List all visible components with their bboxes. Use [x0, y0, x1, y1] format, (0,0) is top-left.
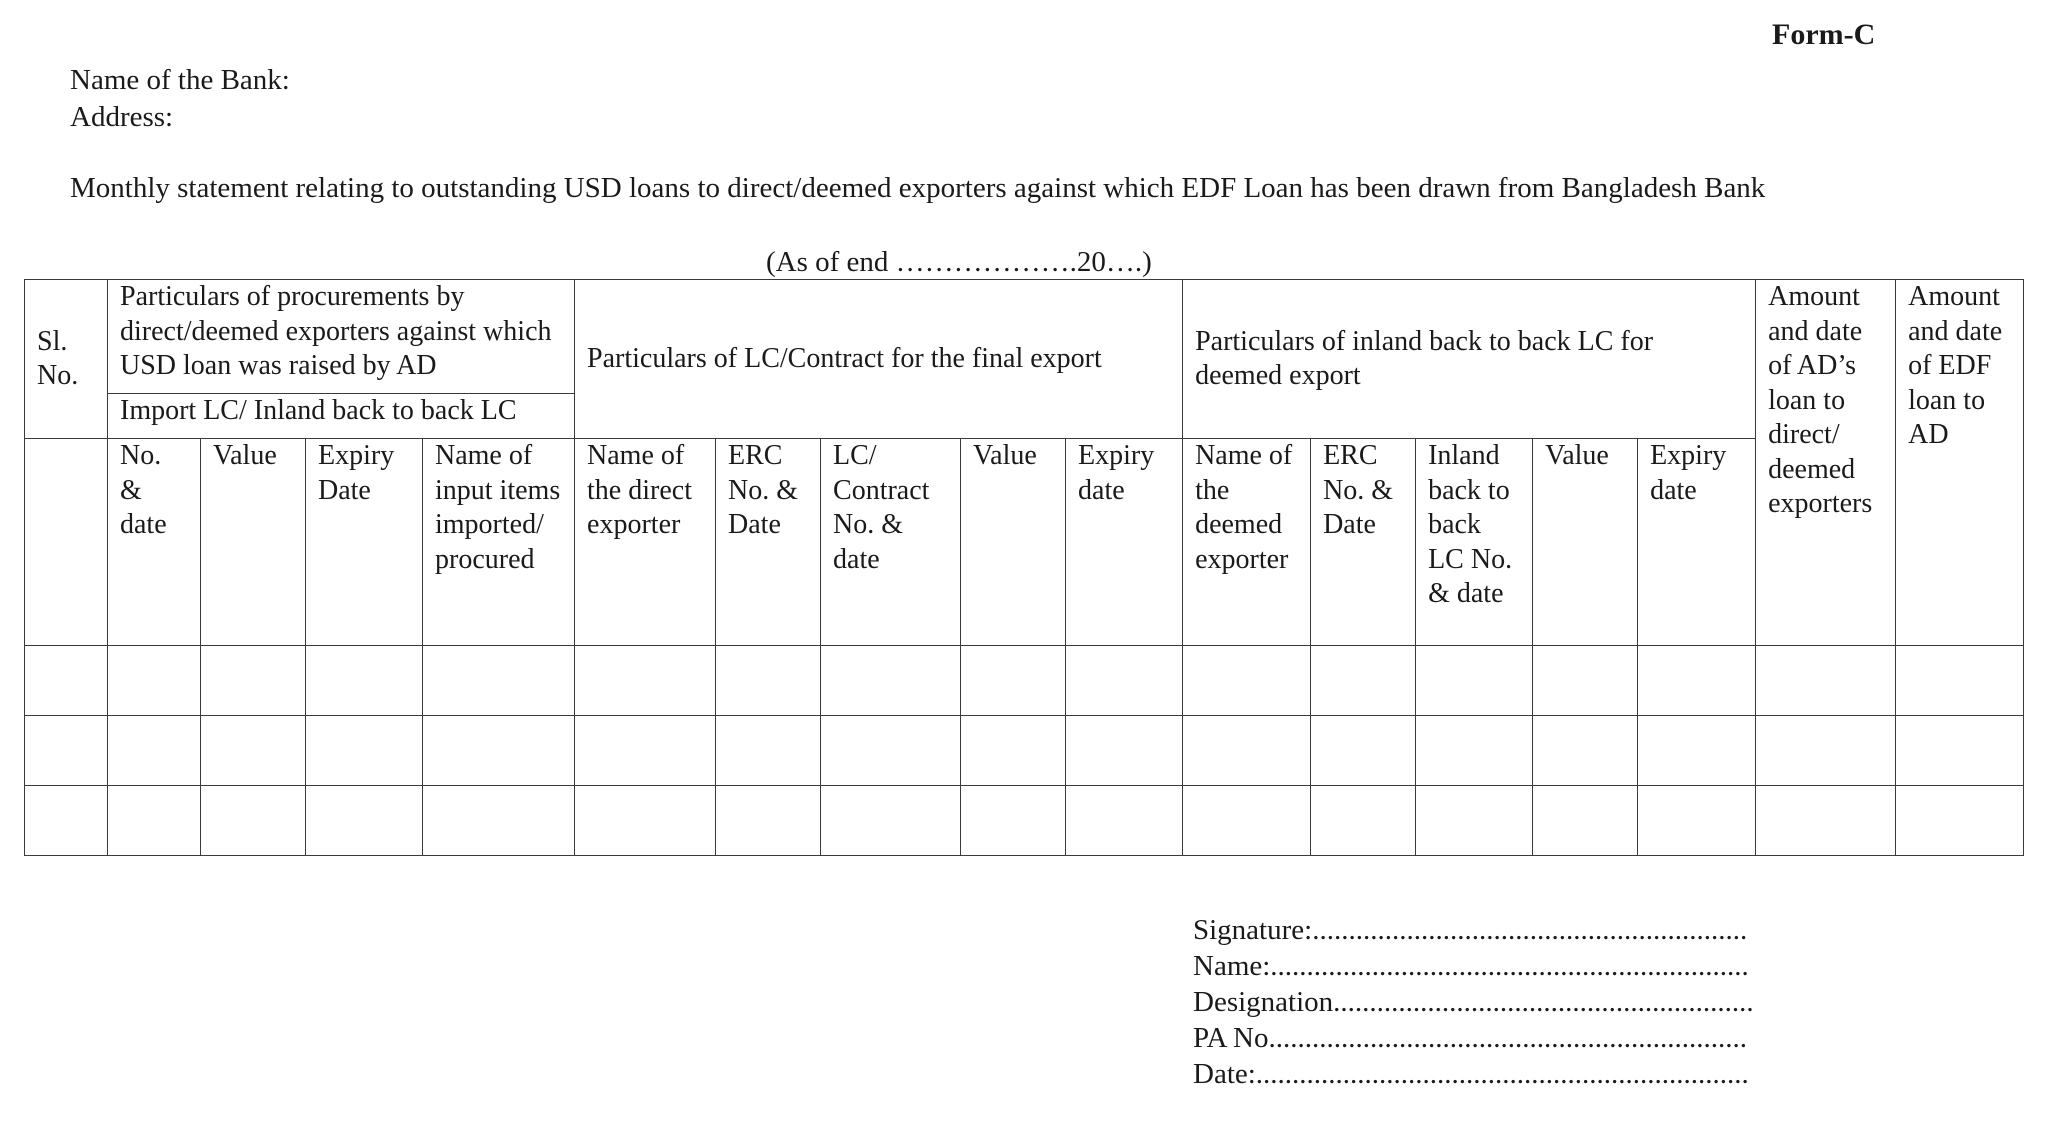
- pa-no-line: PA No..................................................................: [1193, 1022, 1748, 1054]
- table-cell[interactable]: [1311, 646, 1416, 716]
- date-line: Date:....................................................................: [1193, 1058, 1749, 1090]
- signature-line: Signature:............................................................: [1193, 914, 1748, 946]
- form-id: Form-C: [1772, 18, 1876, 51]
- table-cell[interactable]: [1311, 786, 1416, 856]
- table-cell[interactable]: [1638, 646, 1756, 716]
- table-cell[interactable]: [423, 716, 575, 786]
- table-cell[interactable]: [1638, 786, 1756, 856]
- header-value-3: Value: [1533, 439, 1638, 646]
- header-expiry-1: Expiry Date: [306, 439, 423, 646]
- table-cell[interactable]: [575, 716, 716, 786]
- header-sl-no: Sl. No.: [25, 280, 108, 439]
- table-cell[interactable]: [1756, 646, 1896, 716]
- table-cell[interactable]: [1183, 716, 1311, 786]
- header-erc-2: ERC No. & Date: [1311, 439, 1416, 646]
- header-amount-ad-loan: Amount and date of AD’s loan to direct/ deemed exporters: [1756, 280, 1896, 646]
- table-cell[interactable]: [1311, 716, 1416, 786]
- table-cell[interactable]: [961, 716, 1066, 786]
- header-blank-cell: [25, 439, 108, 646]
- header-expiry-3: Expiry date: [1638, 439, 1756, 646]
- table-cell[interactable]: [108, 646, 201, 716]
- header-deemed-exporter: Name of the deemed exporter: [1183, 439, 1311, 646]
- header-input-items: Name of input items imported/ procured: [423, 439, 575, 646]
- signature-block: [1193, 912, 1754, 1092]
- designation-line: Designation..........................................................: [1193, 986, 1754, 1018]
- table-cell[interactable]: [1416, 786, 1533, 856]
- table-cell[interactable]: [821, 646, 961, 716]
- table-cell[interactable]: [1416, 646, 1533, 716]
- table-row: [25, 646, 2024, 716]
- table-cell[interactable]: [1756, 786, 1896, 856]
- table-cell[interactable]: [201, 716, 306, 786]
- table-cell[interactable]: [821, 716, 961, 786]
- table-cell[interactable]: [575, 786, 716, 856]
- header-no-date: No. & date: [108, 439, 201, 646]
- table-cell[interactable]: [306, 786, 423, 856]
- table-cell[interactable]: [1533, 716, 1638, 786]
- header-import-lc: Import LC/ Inland back to back LC: [108, 394, 575, 439]
- table-cell[interactable]: [25, 786, 108, 856]
- header-inland-lc-group: Particulars of inland back to back LC for deemed export: [1183, 280, 1756, 439]
- table-cell[interactable]: [716, 716, 821, 786]
- header-erc-1: ERC No. & Date: [716, 439, 821, 646]
- bank-address-label: Address:: [70, 101, 174, 133]
- table-cell[interactable]: [1183, 646, 1311, 716]
- table-cell[interactable]: [108, 716, 201, 786]
- table-cell[interactable]: [201, 786, 306, 856]
- table-cell[interactable]: [306, 716, 423, 786]
- bank-details: [70, 62, 290, 136]
- table-cell[interactable]: [821, 786, 961, 856]
- header-value-1: Value: [201, 439, 306, 646]
- table-row: [25, 716, 2024, 786]
- table-cell[interactable]: [423, 646, 575, 716]
- bank-name-label: Name of the Bank:: [70, 64, 290, 96]
- table-cell[interactable]: [1416, 716, 1533, 786]
- header-amount-edf-loan: Amount and date of EDF loan to AD: [1896, 280, 2024, 646]
- table-cell[interactable]: [1756, 716, 1896, 786]
- header-inland-lc: Inland back to back LC No. & date: [1416, 439, 1533, 646]
- statement-table: [24, 279, 2024, 856]
- header-direct-exporter: Name of the direct exporter: [575, 439, 716, 646]
- table-cell[interactable]: [1533, 786, 1638, 856]
- header-procurement-group: Particulars of procurements by direct/deemed exporters against which USD loan was raised by AD: [108, 280, 575, 394]
- table-cell[interactable]: [25, 646, 108, 716]
- table-row: [25, 786, 2024, 856]
- table-cell[interactable]: [961, 646, 1066, 716]
- table-cell[interactable]: [716, 786, 821, 856]
- table-cell[interactable]: [1533, 646, 1638, 716]
- table-cell[interactable]: [201, 646, 306, 716]
- table-cell[interactable]: [1066, 646, 1183, 716]
- statement-title: Monthly statement relating to outstanding USD loans to direct/deemed exporters against which EDF Loan has been drawn from Bangladesh Bank: [70, 172, 1766, 204]
- table-cell[interactable]: [306, 646, 423, 716]
- table-cell[interactable]: [1183, 786, 1311, 856]
- name-line: Name:..................................................................: [1193, 950, 1749, 982]
- as-of-date: (As of end ……………….20….): [766, 246, 1152, 278]
- header-lc-contract-group: Particulars of LC/Contract for the final export: [575, 280, 1183, 439]
- table-cell[interactable]: [716, 646, 821, 716]
- table-cell[interactable]: [575, 646, 716, 716]
- table-cell[interactable]: [1066, 716, 1183, 786]
- table-cell[interactable]: [1896, 716, 2024, 786]
- header-expiry-2: Expiry date: [1066, 439, 1183, 646]
- table-cell[interactable]: [1896, 646, 2024, 716]
- table-cell[interactable]: [1896, 786, 2024, 856]
- table-cell[interactable]: [1638, 716, 1756, 786]
- table-cell[interactable]: [25, 716, 108, 786]
- header-lc-contract: LC/ Contract No. & date: [821, 439, 961, 646]
- table-cell[interactable]: [961, 786, 1066, 856]
- table-cell[interactable]: [108, 786, 201, 856]
- header-value-2: Value: [961, 439, 1066, 646]
- table-cell[interactable]: [1066, 786, 1183, 856]
- table-cell[interactable]: [423, 786, 575, 856]
